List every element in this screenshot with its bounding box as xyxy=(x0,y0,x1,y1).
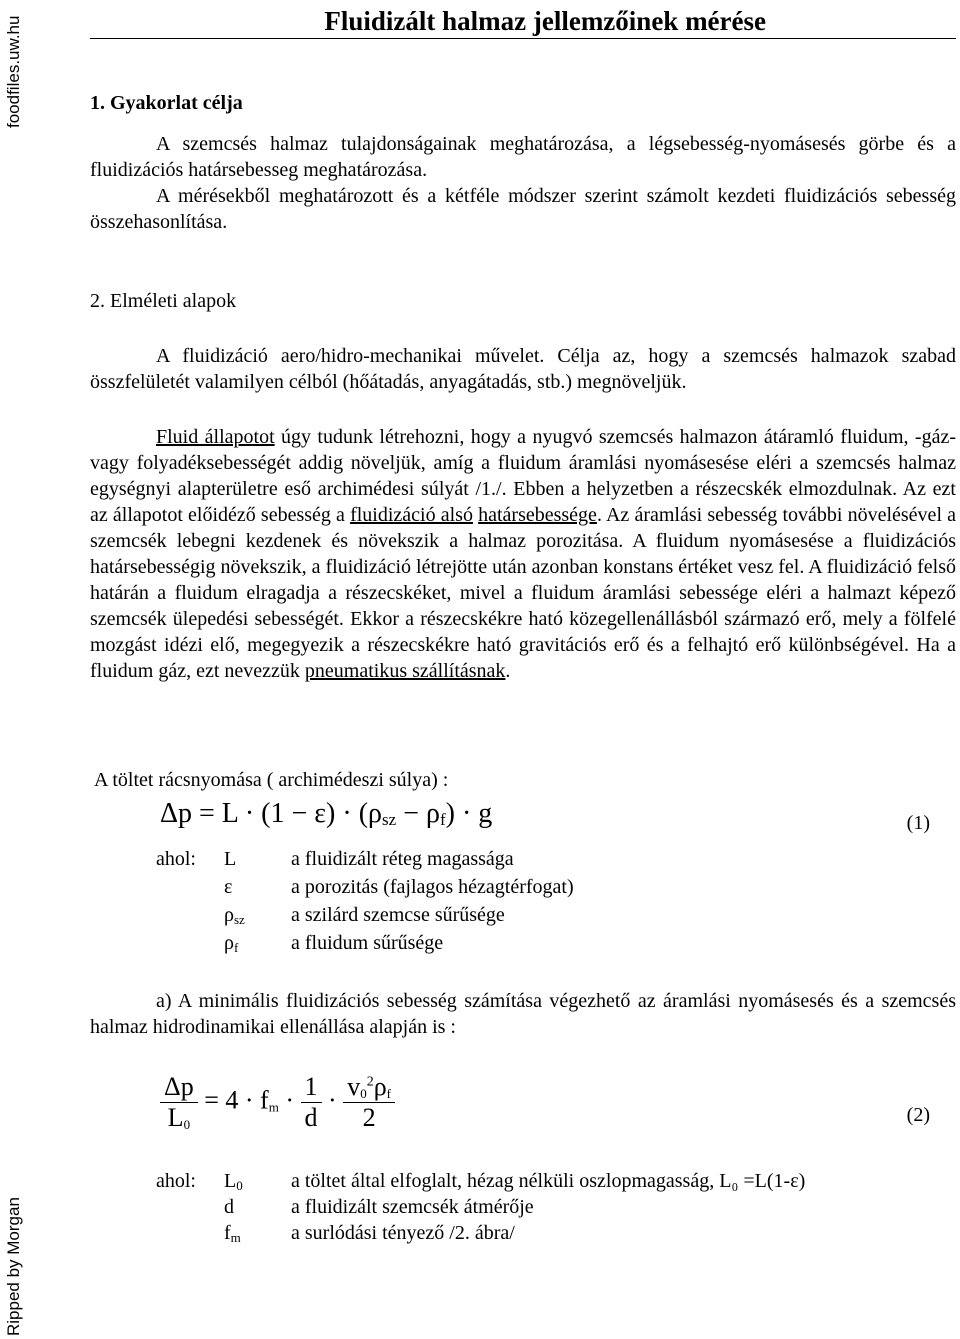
paragraph-theory-2: Fluid állapotot úgy tudunk létrehozni, hogy a nyugvó szemcsés halmazon átáramló fluidum, -gáz- vagy folyadéksebességét addig növeljük, amíg a fluidum áramlási nyomásesése eléri a szemcsés halmaz egységnyi alapterületre eső archimédesi súlyát /1./. Ebben a helyzetben a részecskék elmozdulnak. Az ezt az állapotot előidéző sebesség a fluidizáció alsó határsebessége. Az áramlási sebesség további növelésével a szemcsék lebegni kezdenek és növekszik a halmaz porozitása. A fluidum nyomásesése a fluidizációs határsebességig növekszik, a fluidizáció létrejötte után azonban konstans értéket vesz fel. A fluidizáció felső határán a fluidum elragadja a részecskéket, mivel a fluidum áramlási sebessége eléri a halmazt képező szemcsék ülepedési sebességét. Ekkor a részecskékre ható közegellenállásból származó erő, mely a fölfelé mozgást idézi elő, megegyezik a részecskékre ható gravitációs erő és a felhajtó erő különbségével. Ha a fluidum gáz, ezt nevezzük pneumatikus szállításnak. xyxy=(90,426,957,682)
equation-1-number: (1) xyxy=(906,812,930,834)
title-bar xyxy=(90,4,956,39)
equation-1-intro: A töltet rácsnyomása ( archimédeszi súlya) : xyxy=(94,769,449,791)
term-pneumatic-transport: pneumatikus szállításnak xyxy=(304,660,506,682)
watermark-top: foodfiles.uw.hu xyxy=(4,15,23,128)
equation-1: $\Delta p = L \cdot (1 - \varepsilon) \cdot (\rho_{sz} - \rho_f) \cdot g$ xyxy=(160,798,493,829)
section-heading-2: 2. Elméleti alapok xyxy=(90,290,237,312)
section-heading-1: 1. Gyakorlat célja xyxy=(90,92,243,114)
paragraph-goal-2: A mérésekből meghatározott és a kétféle módszer szerint számolt kezdeti fluidizációs sebesség összehasonlítása. xyxy=(90,185,956,233)
term-lower-limit: fluidizáció alsó xyxy=(350,504,473,526)
term-fluid-state: Fluid állapotot xyxy=(156,426,275,448)
equation-2-number: (2) xyxy=(906,1104,930,1126)
page-title: Fluidizált halmaz jellemzőinek mérése xyxy=(324,6,766,36)
equation-2: $\frac{\Delta p}{L_0}$ = $4 \cdot f_m$ · $\frac{1}{d}$ · $\frac{v_0^2\rho_f}{2}$ xyxy=(160,1072,395,1133)
paragraph-theory-1: A fluidizáció aero/hidro-mechanikai művelet. Célja az, hogy a szemcsés halmazok szabad összfelületét valamilyen célból (hőátadás, anyagátadás, stb.) megnöveljük. xyxy=(90,345,956,393)
paragraph-goal-1: A szemcsés halmaz tulajdonságainak meghatározása, a légsebesség-nyomásesés görbe és a fluidizációs határsebesseg meghatározása. xyxy=(90,133,956,181)
paragraph-part-a: a) A minimális fluidizációs sebesség számítása végezhető az áramlási nyomásesés és a szemcsés halmaz hidrodinamikai ellenállása alapján is : xyxy=(90,990,956,1038)
term-limit-velocity: határsebessége xyxy=(478,504,597,526)
watermark-bottom: Ripped by Morgan xyxy=(4,1197,23,1336)
